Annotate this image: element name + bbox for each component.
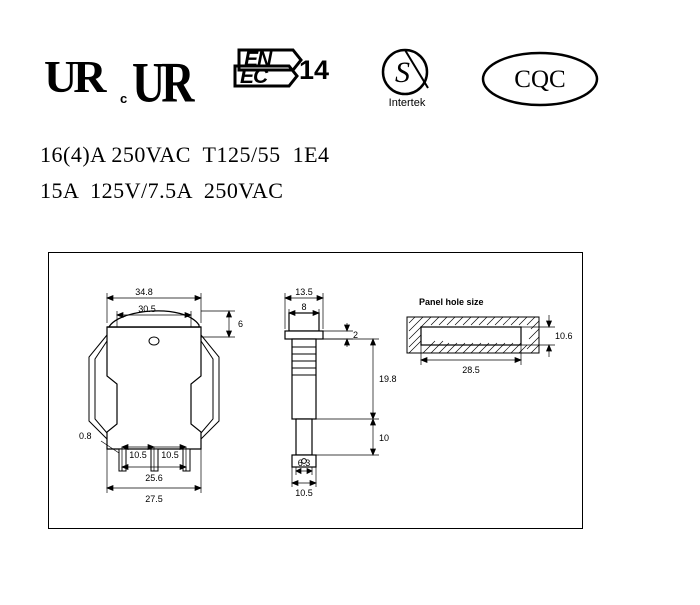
ul-us-mark: UR (44, 51, 103, 102)
dim-side-flange-height: 2 (353, 330, 359, 340)
dim-side-body-height: 19.8 (379, 374, 397, 384)
intertek-logo (368, 48, 446, 114)
side-view-switch (285, 313, 323, 467)
dim-side-base-width: 10.5 (295, 488, 313, 498)
panel-hole-view (407, 315, 555, 365)
rating-line-1: 16(4)A 250VAC T125/55 1E4 (40, 142, 330, 167)
dim-side-cap-width: 8 (301, 302, 307, 312)
ul-c-mark: UR (132, 50, 191, 114)
intertek-label: Intertek (388, 97, 426, 109)
panel-hole-title: Panel hole size (419, 297, 484, 307)
certification-logo-row (0, 40, 700, 115)
enec-line1: EN (244, 48, 272, 71)
intertek-s-letter: S (395, 56, 410, 89)
cqc-text: CQC (514, 66, 566, 93)
dim-side-top-width: 13.5 (295, 287, 313, 297)
ul-us-logo (44, 51, 103, 102)
dim-pitch-1: 10.5 (129, 450, 147, 460)
dim-front-body-width: 30.5 (138, 304, 156, 314)
technical-drawing-panel (48, 252, 583, 529)
dim-panel-hole-height: 10.6 (555, 331, 573, 341)
dim-front-overall-width: 34.8 (135, 287, 153, 297)
dim-terminal-thickness: 0.8 (79, 431, 92, 441)
enec-number: 14 (299, 55, 330, 85)
cqc-logo (480, 50, 600, 108)
ul-c-prefix: c (120, 91, 128, 106)
dim-pitch-2: 10.5 (161, 450, 179, 460)
rating-line-2: 15A 125V/7.5A 250VAC (40, 178, 284, 203)
enec-logo (233, 46, 341, 96)
dim-side-terminal-length: 10 (379, 433, 390, 443)
dim-front-rocker-height: 6 (238, 319, 244, 329)
dim-terminal-span: 25.6 (145, 473, 163, 483)
technical-drawing (49, 253, 580, 526)
dim-side-terminal-width: 6.3 (297, 458, 311, 468)
dim-body-depth: 27.5 (145, 494, 163, 504)
enec-line2: EC (240, 65, 268, 88)
dim-panel-hole-width: 28.5 (462, 365, 480, 375)
